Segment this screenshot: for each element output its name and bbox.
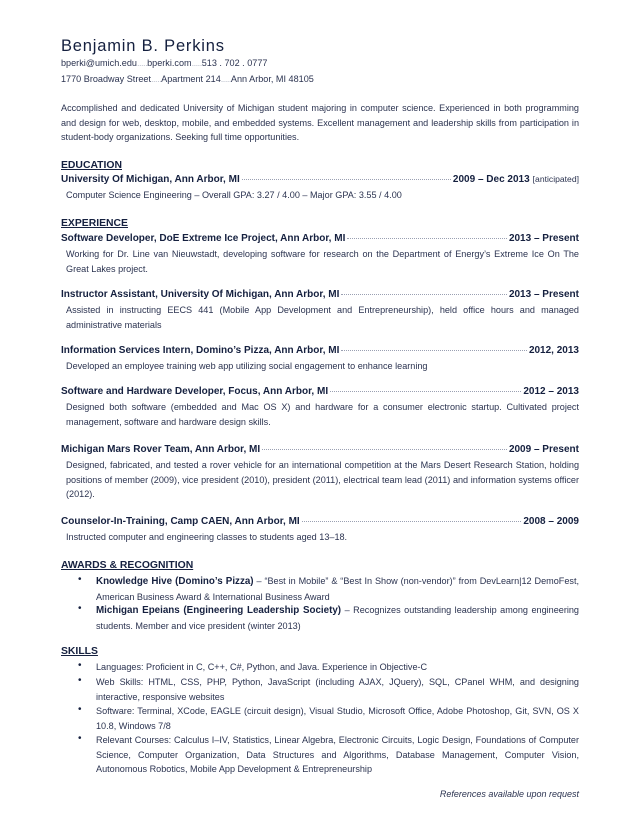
job-dates: 2009 – Present	[508, 444, 579, 455]
bullet-icon: •	[78, 660, 82, 671]
summary-paragraph: Accomplished and dedicated University of Michigan student majoring in computer science. Experienced in both programming and design for web, desktop, mobile, and embedded systems. Excellent management and leadership skills from participation in student-body organizations. Seeking full time opportunities.	[61, 103, 579, 142]
dot-leader	[330, 391, 521, 392]
job-description: Working for Dr. Line van Nieuwstadt, developing software for research on the Department of Energy’s Extreme Ice On The Great Lakes project.	[66, 249, 579, 274]
bullet-icon: •	[78, 603, 82, 614]
job-title: Counselor-In-Training, Camp CAEN, Ann Arbor, MI	[61, 516, 300, 527]
job-entry	[61, 289, 579, 302]
dot-leader	[242, 179, 451, 180]
job-dates: 2012, 2013	[528, 345, 579, 356]
job-dates: 2013 – Present	[508, 289, 579, 300]
anticipated-note: [anticipated]	[532, 174, 579, 184]
job-entry	[61, 345, 579, 358]
skills-heading: SKILLS	[61, 646, 98, 657]
job-entry	[61, 444, 579, 457]
job-entry	[61, 386, 579, 399]
city-text: Ann Arbor, MI 48105	[230, 74, 314, 84]
skill-item: Software: Terminal, XCode, EAGLE (circuit design), Visual Studio, Microsoft Office, Adobe Photoshop, Git, SVN, OS X 10.8, Windows 7/8	[96, 706, 579, 731]
references-note: References available upon request	[439, 789, 579, 799]
education-heading: EDUCATION	[61, 160, 122, 171]
bullet-icon: •	[78, 574, 82, 585]
dot-leader	[302, 521, 522, 522]
email-text: bperki@umich.edu	[61, 58, 137, 68]
award-text: – Recognizes outstanding leadership among engineering students. Member and vice president (winter 2013)	[96, 605, 579, 631]
job-title: Software and Hardware Developer, Focus, Ann Arbor, MI	[61, 386, 329, 397]
job-description: Assisted in instructing EECS 441 (Mobile App Development and Entrepreneurship), held office hours and managed administrative materials	[66, 305, 579, 330]
job-title: Software Developer, DoE Extreme Ice Project, Ann Arbor, MI	[61, 233, 346, 244]
skill-item: Relevant Courses: Calculus I–IV, Statistics, Linear Algebra, Electronic Circuits, Logic Design, Foundations of Computer Science, Computer Organization, Data Structures and Algorithms, Database Management, Computer Vision, Autonomous Robotics, Mobile App Development & Entrepreneurship	[96, 735, 579, 774]
skill-item: Languages: Proficient in C, C++, C#, Python, and Java. Experience in Objective-C	[96, 662, 428, 672]
award-name: Knowledge Hive (Domino’s Pizza)	[96, 576, 254, 587]
resume-name: Benjamin B. Perkins	[61, 37, 225, 55]
awards-heading: AWARDS & RECOGNITION	[61, 560, 194, 571]
education-detail: Computer Science Engineering – Overall GPA: 3.27 / 4.00 – Major GPA: 3.55 / 4.00	[66, 190, 402, 200]
job-description: Developed an employee training web app utilizing social engagement to enhance learning	[66, 361, 428, 371]
bullet-icon: •	[78, 675, 82, 686]
award-item	[96, 574, 579, 604]
skill-item: Web Skills: HTML, CSS, PHP, Python, JavaScript (including AJAX, JQuery), SQL, CPanel WHM, and designing interactive, responsive websites	[96, 677, 579, 702]
job-entry	[61, 516, 579, 529]
contact-line-1: bperki@umich.edu.....bperki.com.....513 . 702 . 0777	[61, 58, 268, 68]
education-dates: 2009 – Dec 2013	[452, 174, 530, 185]
job-title: Michigan Mars Rover Team, Ann Arbor, MI	[61, 444, 261, 455]
phone-text: 513 . 702 . 0777	[201, 58, 268, 68]
award-text: – “Best in Mobile” & “Best In Show (non-vendor)” from DevLearn|12 DemoFest, American Business Award & International Business Award	[96, 576, 580, 602]
job-description: Designed both software (embedded and Mac OS X) and hardware for a consumer electronic startup. Cultivated project management, software and hardware design skills.	[66, 402, 579, 427]
street-text: 1770 Broadway Street	[61, 74, 151, 84]
school-name: University Of Michigan, Ann Arbor, MI	[61, 174, 240, 185]
job-dates: 2012 – 2013	[523, 386, 579, 397]
education-entry	[61, 174, 579, 187]
bullet-icon: •	[78, 704, 82, 715]
job-dates: 2008 – 2009	[523, 516, 579, 527]
dot-leader	[262, 449, 507, 450]
apartment-text: Apartment 214	[161, 74, 221, 84]
website-text: bperki.com	[147, 58, 192, 68]
experience-heading: EXPERIENCE	[61, 218, 128, 229]
job-entry	[61, 233, 579, 246]
job-description: Instructed computer and engineering classes to students aged 13–18.	[66, 532, 348, 542]
award-name: Michigan Epeians (Engineering Leadership Society)	[96, 605, 342, 616]
dot-leader	[341, 350, 527, 351]
job-description: Designed, fabricated, and tested a rover vehicle for an international competition at the Mars Desert Research Station, holding positions of member (2009), vice president (2010), president (2011), electrical team lead (2011) and information systems officer (2012).	[66, 460, 579, 499]
job-title: Instructor Assistant, University Of Michigan, Ann Arbor, MI	[61, 289, 340, 300]
dot-leader	[341, 294, 507, 295]
contact-line-2: 1770 Broadway Street.....Apartment 214.....Ann Arbor, MI 48105	[61, 74, 314, 84]
dot-leader	[347, 238, 507, 239]
job-dates: 2013 – Present	[508, 233, 579, 244]
job-title: Information Services Intern, Domino’s Pizza, Ann Arbor, MI	[61, 345, 340, 356]
award-item	[96, 603, 579, 633]
bullet-icon: •	[78, 733, 82, 744]
